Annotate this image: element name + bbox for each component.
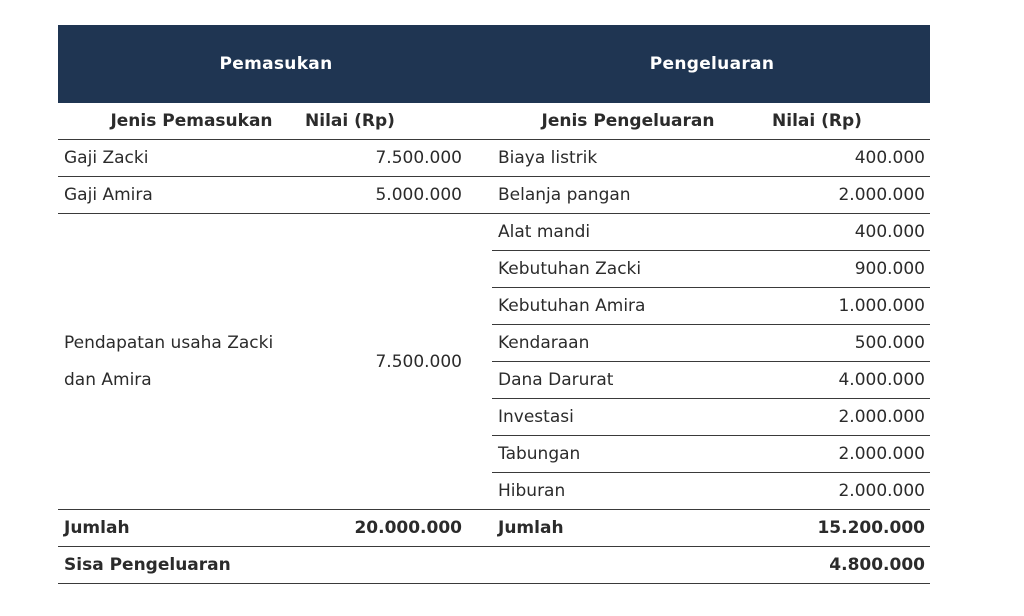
income-total-value: 20.000.000 (290, 510, 470, 547)
income-value-column-header: Nilai (Rp) (290, 103, 470, 140)
expense-label: Kebutuhan Amira (492, 288, 724, 325)
income-value: 5.000.000 (290, 177, 470, 214)
expense-value: 900.000 (724, 251, 930, 288)
expense-label: Tabungan (492, 436, 724, 473)
income-type-column-header: Jenis Pemasukan (58, 103, 290, 140)
expense-header: Pengeluaran (649, 54, 775, 74)
expense-value: 400.000 (724, 214, 930, 251)
expense-value: 2.000.000 (724, 399, 930, 436)
expense-value: 400.000 (724, 140, 930, 177)
income-label-merged (58, 214, 290, 510)
expense-label: Kendaraan (492, 325, 724, 362)
expense-value: 1.000.000 (724, 288, 930, 325)
column-gap (470, 510, 492, 547)
expense-type-column-header: Jenis Pengeluaran (492, 103, 724, 140)
expense-value-column-header: Nilai (Rp) (724, 103, 930, 140)
expense-label: Belanja pangan (492, 177, 724, 214)
income-label: Pendapatan usaha Zacki dan Amira (64, 332, 274, 390)
income-header: Pemasukan (219, 54, 333, 74)
income-value-merged (290, 214, 470, 510)
expense-value: 4.000.000 (724, 362, 930, 399)
income-value: 7.500.000 (375, 351, 462, 372)
expense-value: 2.000.000 (724, 177, 930, 214)
income-value: 7.500.000 (290, 140, 470, 177)
table-header (58, 25, 930, 103)
expense-value: 500.000 (724, 325, 930, 362)
column-gap (470, 140, 492, 177)
expense-label: Alat mandi (492, 214, 724, 251)
income-label: Gaji Amira (58, 177, 290, 214)
expense-total-value: 15.200.000 (724, 510, 930, 547)
empty-cell (492, 547, 724, 584)
remainder-label: Sisa Pengeluaran (58, 547, 290, 584)
empty-cell (290, 547, 470, 584)
income-total-label: Jumlah (58, 510, 290, 547)
expense-value: 2.000.000 (724, 473, 930, 510)
expense-label: Dana Darurat (492, 362, 724, 399)
expense-value: 2.000.000 (724, 436, 930, 473)
column-gap (470, 177, 492, 214)
column-gap (470, 103, 492, 140)
column-gap (470, 214, 492, 510)
expense-label: Kebutuhan Zacki (492, 251, 724, 288)
income-label: Gaji Zacki (58, 140, 290, 177)
column-gap (470, 547, 492, 584)
expense-label: Investasi (492, 399, 724, 436)
table-body (58, 103, 930, 584)
budget-table (58, 25, 930, 584)
remainder-value: 4.800.000 (724, 547, 930, 584)
expense-label: Biaya listrik (492, 140, 724, 177)
expense-label: Hiburan (492, 473, 724, 510)
expense-total-label: Jumlah (492, 510, 724, 547)
